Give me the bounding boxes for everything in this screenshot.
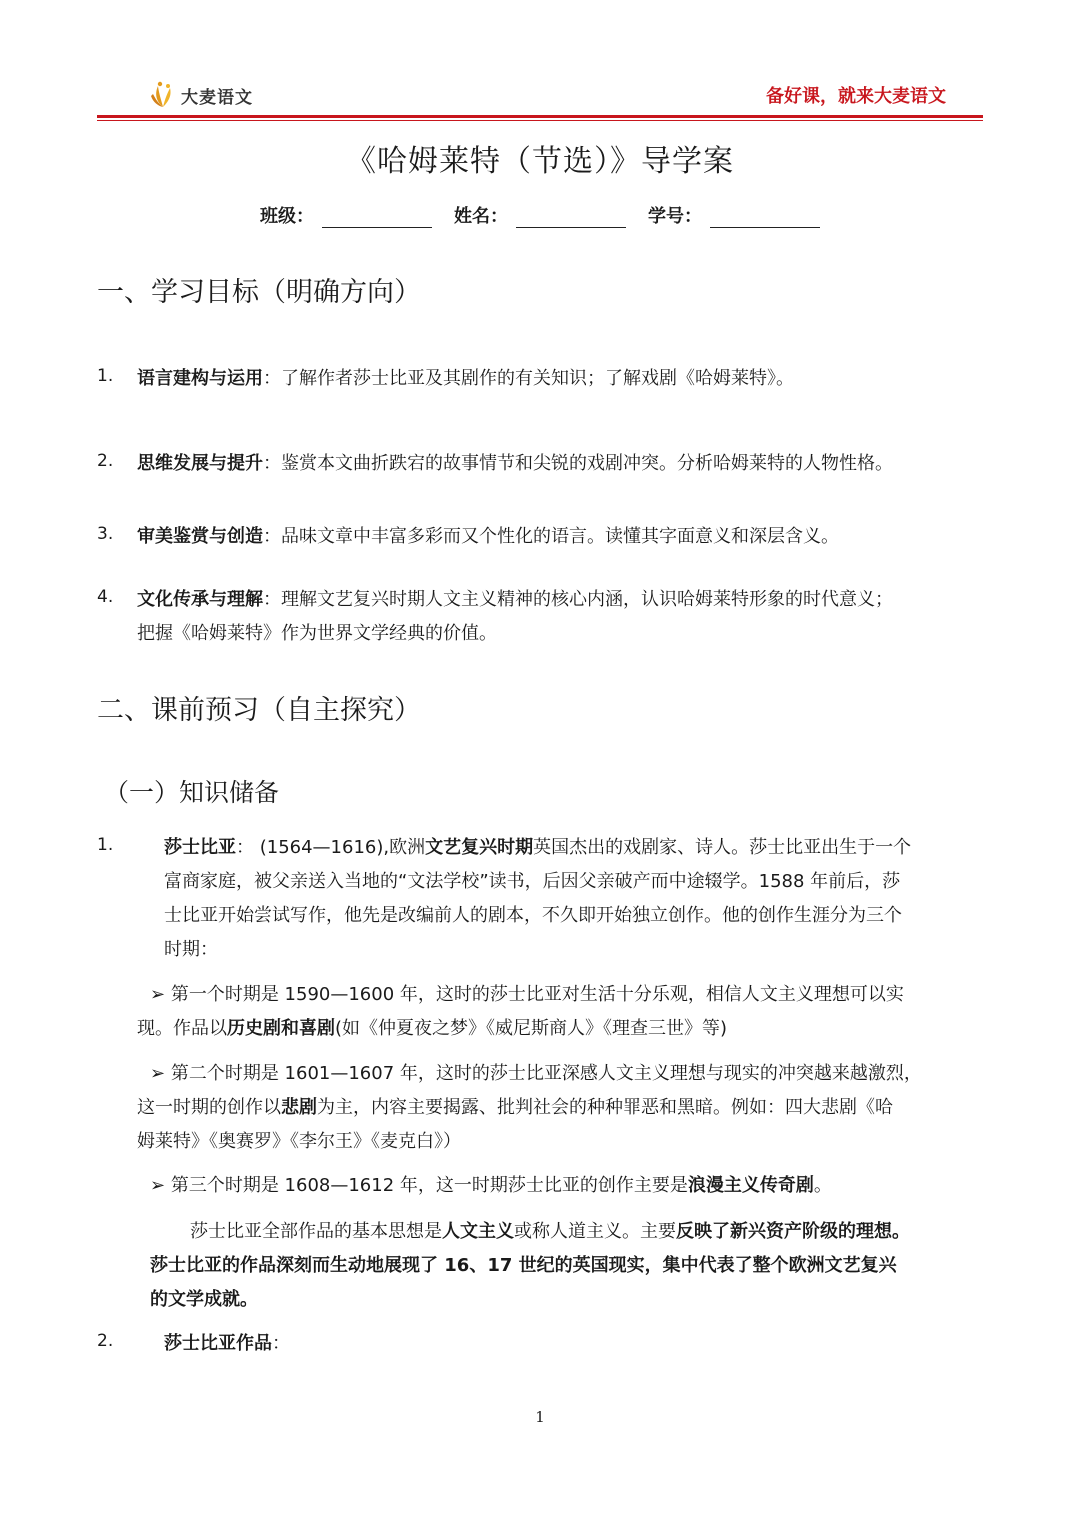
period2-text1: 第二个时期是 1601—1607 年，这时的莎士比亚深感人文主义理想与现实的冲突越来越激烈， xyxy=(170,1063,922,1084)
brand-logo xyxy=(148,80,253,110)
period1-line2 xyxy=(137,1014,727,1040)
class-label: 班级： xyxy=(260,206,314,227)
period2-text2a: 这一时期的创作以 xyxy=(137,1097,281,1118)
goal4-text-line1 xyxy=(137,585,893,611)
knowledge1-label: 莎士比亚 xyxy=(164,837,236,858)
id-label: 学号： xyxy=(648,206,702,227)
knowledge2-suffix: ： xyxy=(272,1333,290,1354)
goal2-label: 思维发展与提升 xyxy=(137,453,263,474)
period2-line1 xyxy=(150,1059,922,1085)
period3-line1 xyxy=(150,1171,832,1197)
period1-works: (如《仲夏夜之梦》《威尼斯商人》《理查三世》等) xyxy=(335,1018,728,1039)
period1-line1 xyxy=(150,980,904,1006)
goal1-text xyxy=(137,364,794,390)
summary-line1 xyxy=(190,1217,910,1243)
student-info-row xyxy=(0,202,1080,228)
period2-line3: 姆莱特》《奥赛罗》《李尔王》《麦克白》） xyxy=(137,1131,461,1152)
knowledge1-period: 文艺复兴时期 xyxy=(425,837,534,858)
page-title: 《哈姆莱特（节选）》导学案 xyxy=(346,144,734,179)
knowledge2-label: 莎士比亚作品 xyxy=(164,1333,272,1354)
summary-line2: 莎士比亚的作品深刻而生动地展现了 16、17 世纪的英国现实，集中代表了整个欧洲文艺复兴 xyxy=(150,1255,897,1276)
goal3-body: ：品味文章中丰富多彩而又个性化的语言。读懂其字面意义和深层含义。 xyxy=(263,526,839,547)
knowledge1-line3: 士比亚开始尝试写作，他先是改编前人的剧本，不久即开始独立创作。他的创作生涯分为三个 xyxy=(164,905,902,926)
name-label: 姓名： xyxy=(454,206,508,227)
class-field xyxy=(260,202,432,228)
logo-text: 大麦语文 xyxy=(181,87,253,108)
header-rule-thin xyxy=(97,120,983,121)
header-slogan: 备好课，就来大麦语文 xyxy=(766,86,946,107)
goal2-body: ：鉴赏本文曲折跌宕的故事情节和尖锐的戏剧冲突。分析哈姆莱特的人物性格。 xyxy=(263,453,893,474)
knowledge1-line2: 富商家庭，被父亲送入当地的“文法学校”读书，后因父亲破产而中途辍学。1588 年前后，莎 xyxy=(164,871,901,892)
section2-heading: 二、课前预习（自主探究） xyxy=(97,695,421,726)
knowledge1-dates: ： (1564—1616),欧洲 xyxy=(236,837,426,858)
name-blank xyxy=(516,205,626,228)
goal3-label: 审美鉴赏与创造 xyxy=(137,526,263,547)
summary-text1a: 莎士比亚全部作品的基本思想是 xyxy=(190,1221,442,1242)
name-field xyxy=(454,202,626,228)
class-blank xyxy=(322,205,432,228)
goal1-body: ：了解作者莎士比亚及其剧作的有关知识；了解戏剧《哈姆莱特》。 xyxy=(263,368,794,389)
summary-text1c: 或称人道主义。主要 xyxy=(514,1221,676,1242)
id-blank xyxy=(710,205,820,228)
goal4-number: 4. xyxy=(97,587,114,607)
goal4-body: ：理解文艺复兴时期人文主义精神的核心内涵，认识哈姆莱特形象的时代意义； xyxy=(263,589,893,610)
section1-heading: 一、学习目标（明确方向） xyxy=(97,277,421,308)
period3-bullet-icon: ➢ xyxy=(150,1175,166,1196)
knowledge1-desc: 英国杰出的戏剧家、诗人。莎士比亚出生于一个 xyxy=(533,837,912,858)
id-field xyxy=(648,202,820,228)
subsection-heading: （一）知识储备 xyxy=(104,778,280,807)
summary-line3: 的文学成就。 xyxy=(150,1289,258,1310)
period1-text1: 第一个时期是 1590—1600 年，这时的莎士比亚对生活十分乐观，相信人文主义理想可以实 xyxy=(170,984,904,1005)
goal3-text xyxy=(137,522,839,548)
page-number: 1 xyxy=(535,1408,545,1426)
period3-genre: 浪漫主义传奇剧 xyxy=(687,1175,814,1196)
period2-text2c: 为主，内容主要揭露、批判社会的种种罪恶和黑暗。例如：四大悲剧《哈 xyxy=(317,1097,893,1118)
period2-bullet-icon: ➢ xyxy=(150,1063,166,1084)
period2-line2 xyxy=(137,1093,893,1119)
knowledge1-line1 xyxy=(164,833,911,859)
goal1-label: 语言建构与运用 xyxy=(137,368,263,389)
goal4-label: 文化传承与理解 xyxy=(137,589,263,610)
summary-humanism: 人文主义 xyxy=(442,1221,514,1242)
period1-bullet-icon: ➢ xyxy=(150,984,166,1005)
summary-text1d: 反映了新兴资产阶级的理想。 xyxy=(676,1221,910,1242)
goal2-text xyxy=(137,449,893,475)
header-rule-thick xyxy=(97,115,983,118)
goal4-text-line2: 把握《哈姆莱特》作为世界文学经典的价值。 xyxy=(137,623,497,644)
knowledge1-line4: 时期： xyxy=(164,939,218,960)
goal2-number: 2. xyxy=(97,451,114,471)
period2-genre: 悲剧 xyxy=(281,1097,317,1118)
knowledge2-line xyxy=(164,1329,290,1355)
period3-end: 。 xyxy=(813,1175,832,1196)
period1-genre: 历史剧和喜剧 xyxy=(227,1018,335,1039)
goal3-number: 3. xyxy=(97,524,114,544)
wheat-logo-icon xyxy=(148,80,178,110)
period1-text2a: 现。作品以 xyxy=(137,1018,227,1039)
knowledge2-number: 2. xyxy=(97,1331,114,1351)
period3-text1a: 第三个时期是 1608—1612 年，这一时期莎士比亚的创作主要是 xyxy=(170,1175,688,1196)
goal1-number: 1. xyxy=(97,366,114,386)
knowledge1-number: 1. xyxy=(97,835,114,855)
